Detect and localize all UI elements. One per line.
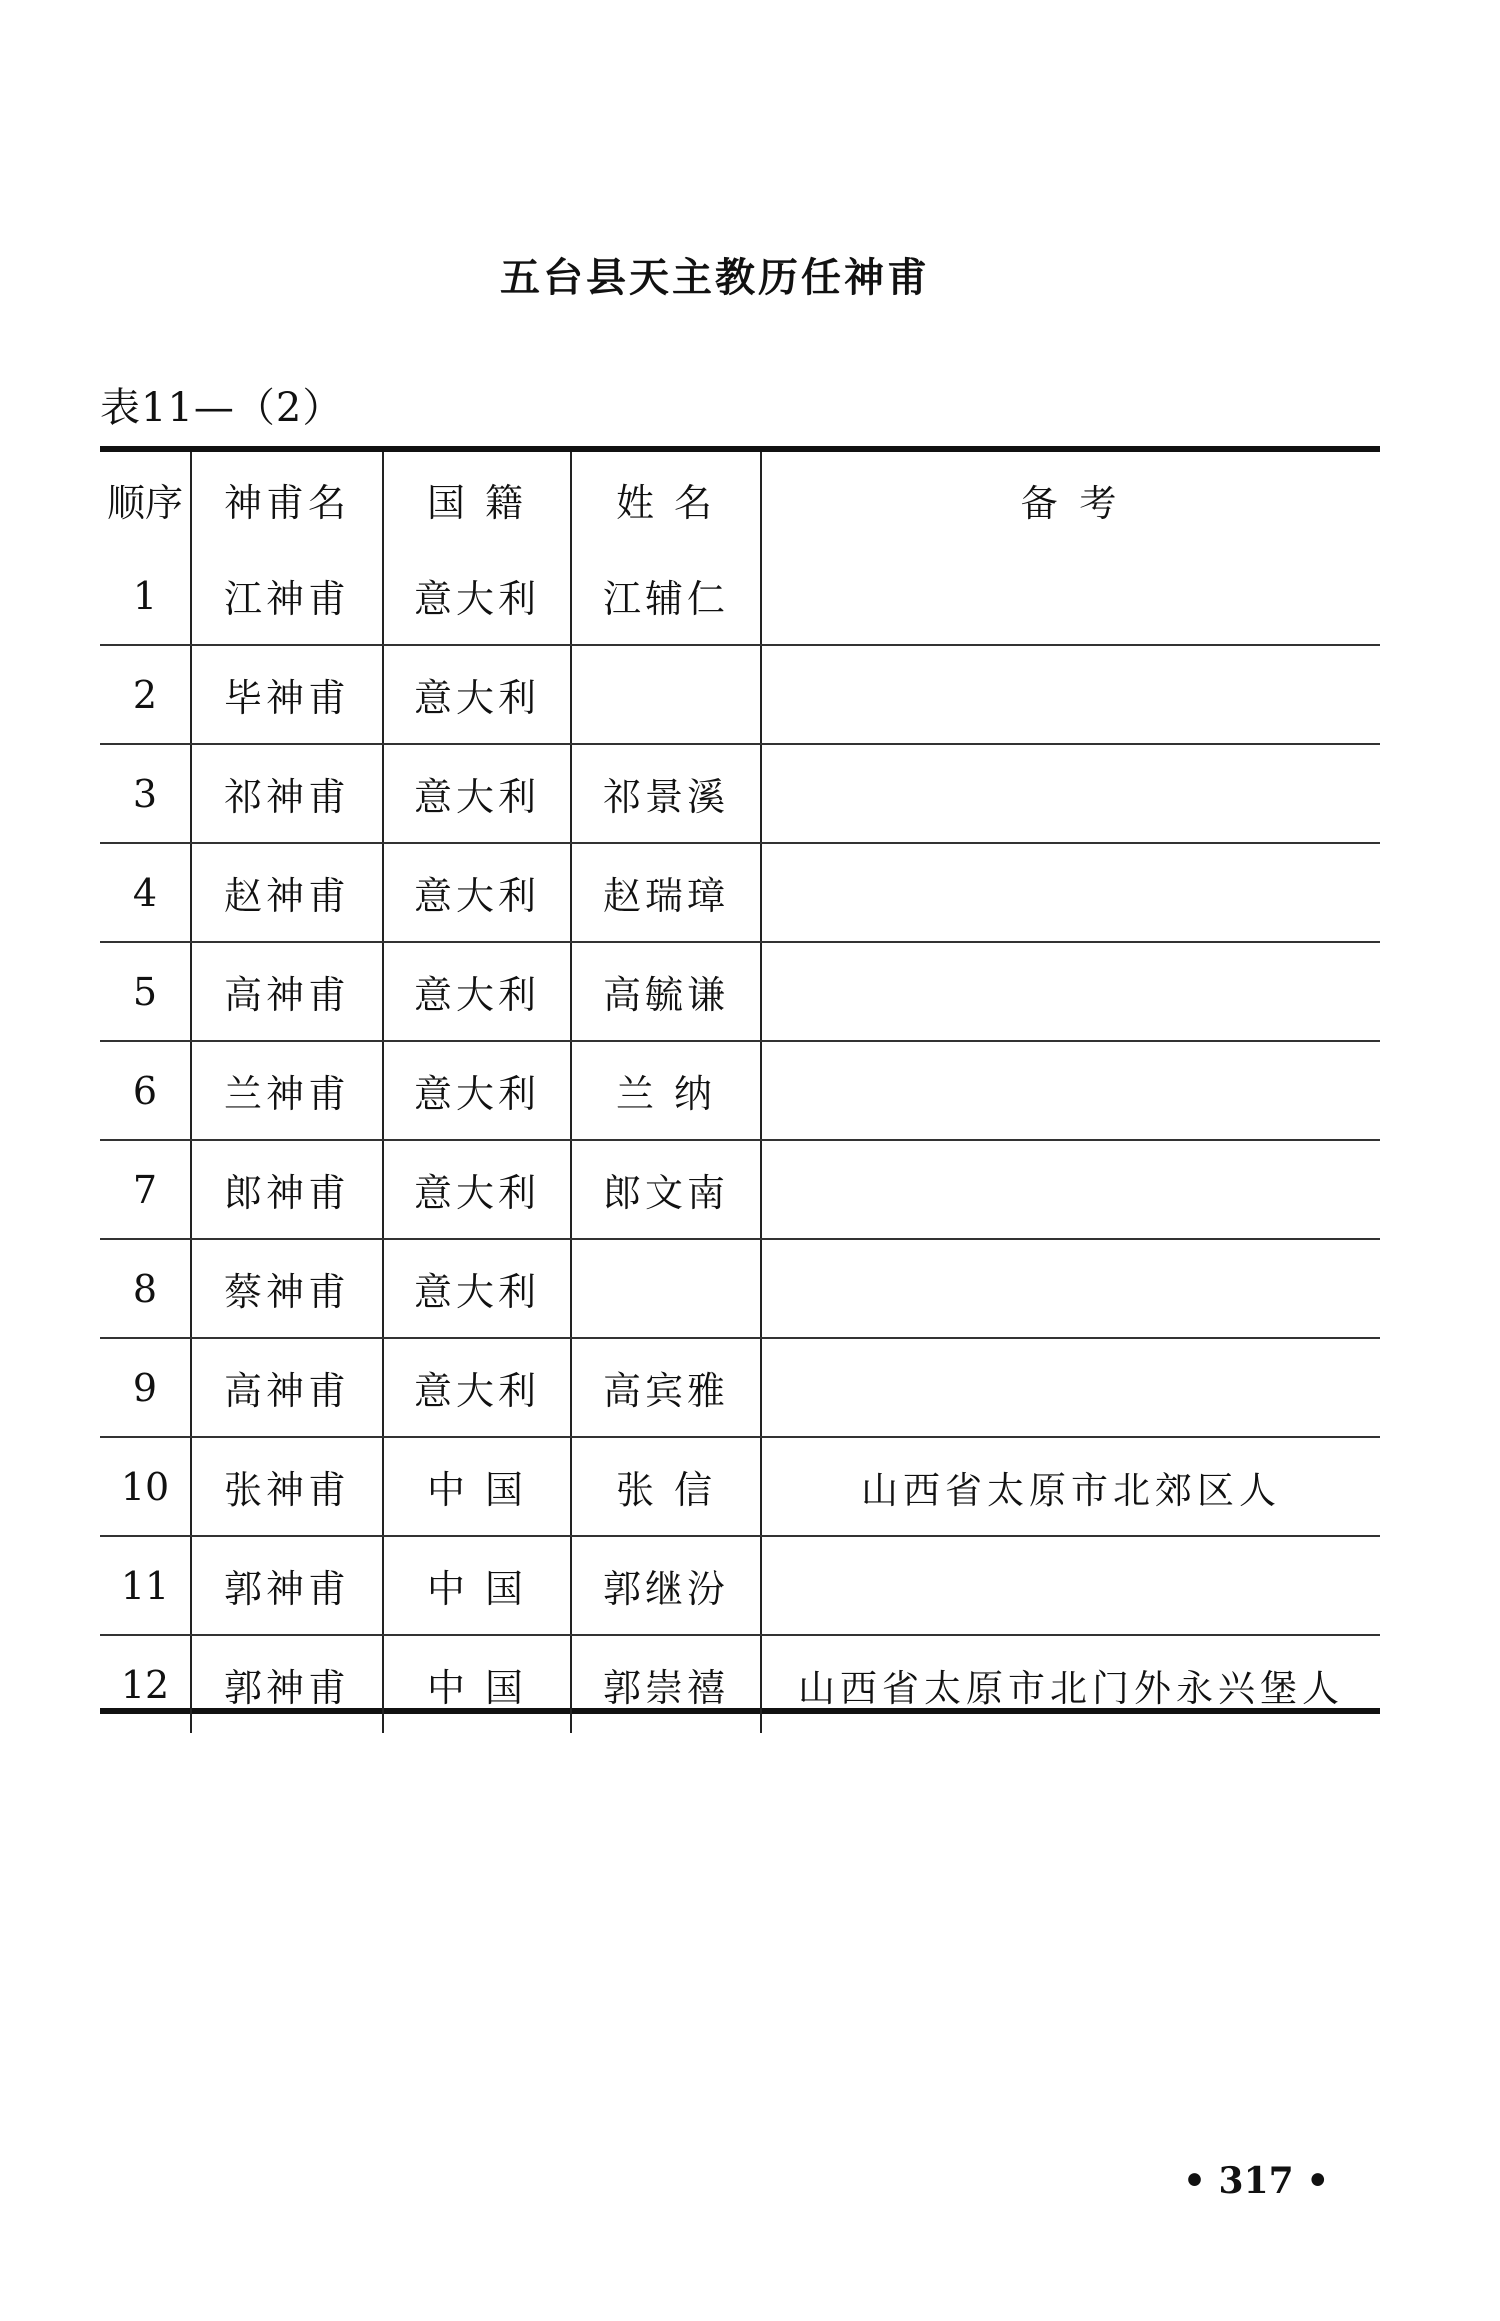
table-row (100, 547, 1380, 645)
table-header-row (100, 452, 1380, 547)
cell-order: 7 (100, 1140, 191, 1239)
cell-order: 4 (100, 843, 191, 942)
cell-nationality: 意大利 (383, 1338, 571, 1437)
cell-name: 郭继汾 (571, 1536, 761, 1635)
table-row (100, 843, 1380, 942)
cell-nationality: 中 国 (383, 1536, 571, 1635)
cell-remarks (761, 744, 1380, 843)
cell-name: 高毓谦 (571, 942, 761, 1041)
cell-name: 郎文南 (571, 1140, 761, 1239)
header-remarks: 备 考 (1020, 481, 1122, 525)
cell-priest-title: 祁神甫 (191, 744, 383, 843)
table-row (100, 1635, 1380, 1733)
cell-priest-title: 郎神甫 (191, 1140, 383, 1239)
cell-remarks (761, 942, 1380, 1041)
cell-order: 6 (100, 1041, 191, 1140)
header-name: 姓 名 (571, 452, 761, 547)
cell-order: 10 (100, 1437, 191, 1536)
cell-nationality: 意大利 (383, 1140, 571, 1239)
header-order: 顺序 (100, 452, 191, 547)
cell-remarks (761, 1239, 1380, 1338)
cell-nationality: 意大利 (383, 645, 571, 744)
cell-name: 张 信 (571, 1437, 761, 1536)
cell-priest-title: 赵神甫 (191, 843, 383, 942)
page-number: • 317 • (1183, 2160, 1330, 2202)
cell-nationality: 意大利 (383, 1239, 571, 1338)
cell-remarks (761, 1338, 1380, 1437)
cell-nationality: 中 国 (383, 1635, 571, 1733)
table-row (100, 1140, 1380, 1239)
cell-name: 赵瑞璋 (571, 843, 761, 942)
table-row (100, 942, 1380, 1041)
cell-remarks (761, 645, 1380, 744)
cell-order: 8 (100, 1239, 191, 1338)
cell-remarks: 山西省太原市北郊区人 (761, 1437, 1380, 1536)
table-row (100, 1239, 1380, 1338)
cell-priest-title: 郭神甫 (191, 1536, 383, 1635)
cell-order: 3 (100, 744, 191, 843)
cell-order: 12 (100, 1635, 191, 1733)
header-nationality: 国 籍 (383, 452, 571, 547)
cell-priest-title: 张神甫 (191, 1437, 383, 1536)
table-row (100, 1041, 1380, 1140)
cell-remarks (761, 1041, 1380, 1140)
cell-nationality: 意大利 (383, 942, 571, 1041)
cell-name: 郭崇禧 (571, 1635, 761, 1733)
cell-name: 兰 纳 (571, 1041, 761, 1140)
header-priest-title: 神甫名 (191, 452, 383, 547)
cell-remarks (761, 843, 1380, 942)
cell-priest-title: 江神甫 (191, 547, 383, 645)
cell-nationality: 中 国 (383, 1437, 571, 1536)
cell-nationality: 意大利 (383, 744, 571, 843)
table-row (100, 744, 1380, 843)
cell-order: 5 (100, 942, 191, 1041)
cell-nationality: 意大利 (383, 843, 571, 942)
cell-nationality: 意大利 (383, 1041, 571, 1140)
priest-table (100, 446, 1380, 1714)
page-title: 五台县天主教历任神甫 (500, 255, 930, 301)
cell-order: 9 (100, 1338, 191, 1437)
cell-priest-title: 郭神甫 (191, 1635, 383, 1733)
cell-order: 11 (100, 1536, 191, 1635)
cell-nationality: 意大利 (383, 547, 571, 645)
cell-priest-title: 毕神甫 (191, 645, 383, 744)
cell-priest-title: 蔡神甫 (191, 1239, 383, 1338)
table-row (100, 1437, 1380, 1536)
table-row (100, 1338, 1380, 1437)
cell-name (571, 645, 761, 744)
cell-priest-title: 兰神甫 (191, 1041, 383, 1140)
cell-name: 江辅仁 (571, 547, 761, 645)
cell-priest-title: 高神甫 (191, 942, 383, 1041)
cell-name: 高宾雅 (571, 1338, 761, 1437)
cell-order: 1 (100, 547, 191, 645)
cell-remarks (761, 547, 1380, 645)
cell-remarks: 山西省太原市北门外永兴堡人 (798, 1666, 1344, 1710)
cell-remarks (761, 1536, 1380, 1635)
cell-remarks (761, 1140, 1380, 1239)
table-label: 表11—（2） (100, 385, 344, 431)
cell-order: 2 (100, 645, 191, 744)
cell-priest-title: 高神甫 (191, 1338, 383, 1437)
cell-name: 祁景溪 (571, 744, 761, 843)
table-row (100, 1536, 1380, 1635)
cell-name (571, 1239, 761, 1338)
table-row (100, 645, 1380, 744)
